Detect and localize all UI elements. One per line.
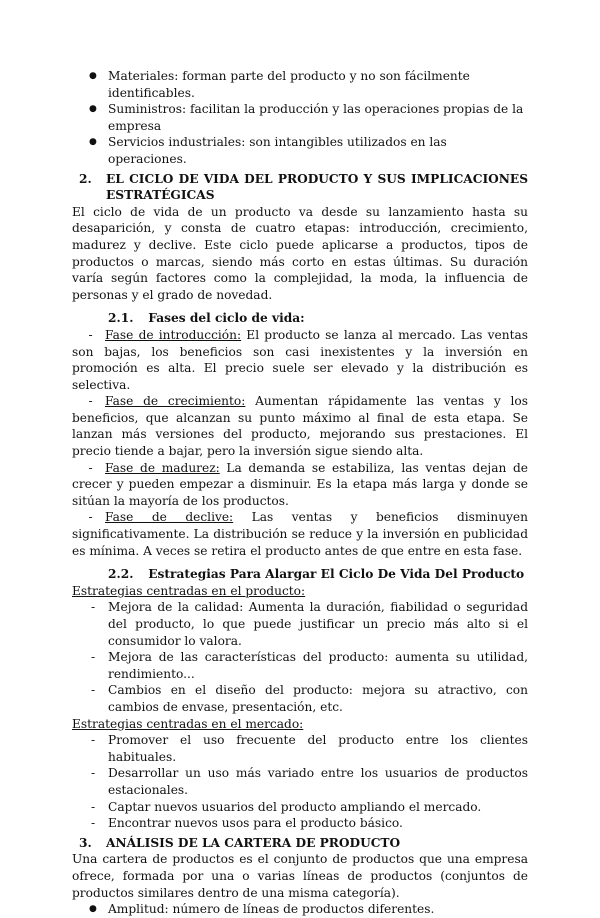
phase-label: Fase de crecimiento: [105,394,246,409]
market-strategies-heading: Estrategias centradas en el mercado: [72,716,304,731]
phase-label: Fase de declive: [105,510,234,525]
list-item: - Encontrar nuevos usos para el producto básico. [72,815,528,832]
phase-text: Aumentan rápidamente las ventas y los beneficios, que alcanzan su punto máximo al final de esta etapa. Se lanzan más versiones del producto, mejorando sus prestaciones. El precio tiende a bajar, pero la inversión sigue siendo alta. [72,394,528,459]
top-bullet-list [72,68,528,168]
list-item: ● Suministros: facilitan la producción y las operaciones propias de la empresa [72,101,528,134]
list-item: - Captar nuevos usuarios del producto ampliando el mercado. [72,799,528,816]
section-number: 3. [79,835,92,850]
phase-text: La demanda se estabiliza, las ventas dejan de crecer y pueden empezar a disminuir. Es la etapa más larga y donde se sitúan la mayoría de los productos. [72,460,529,508]
section-title: EL CICLO DE VIDA DEL PRODUCTO Y SUS IMPLICACIONES ESTRATÉGICAS [106,171,528,203]
phase-text: El producto se lanza al mercado. Las ventas son bajas, los beneficios son casi inexistentes y la inversión en promoción es alta. El precio suele ser elevado y la distribución es selectiva. [72,327,528,392]
section-2-intro: El ciclo de vida de un producto va desde su lanzamiento hasta su desaparición, y consta de cuatro etapas: introducción, crecimiento, madurez y declive. Este ciclo puede aplicarse a productos, tipos de productos o marcas, siendo más corto en estas últimas. Su duración varía según factores como la complejidad, la moda, la influencia de personas y el grado de novedad. [72,204,528,302]
market-strategies-list [72,732,528,832]
subsection-2-2-heading [72,566,528,583]
subsection-title: Estrategias Para Alargar El Ciclo De Vida Del Producto [148,567,525,582]
section-3-heading [72,835,528,852]
phase-declive: - Fase de declive: Las ventas y beneficios disminuyen significativamente. La distribución se reduce y la inversión en publicidad es mínima. A veces se retira el producto antes de que entre en esta fase. [72,510,528,558]
product-strategies-heading: Estrategias centradas en el producto: [72,583,306,598]
document-page [72,68,528,918]
phase-label: Fase de madurez: [105,460,220,475]
subsection-title: Fases del ciclo de vida: [148,311,305,326]
section-3-intro: Una cartera de productos es el conjunto de productos que una empresa ofrece, formada por una o varias líneas de productos (conjuntos de productos similares dentro de una misma categoría). [72,852,528,900]
product-strategies-list [72,599,528,715]
phase-text: Las ventas y beneficios disminuyen significativamente. La distribución se reduce y la inversión en publicidad es mínima. A veces se retira el producto antes de que entre en esta fase. [72,510,528,558]
list-item: ● Amplitud: número de líneas de productos diferentes. [72,901,528,918]
phase-introduccion: - Fase de introducción: El producto se lanza al mercado. Las ventas son bajas, los beneficios son casi inexistentes y la inversión en promoción es alta. El precio suele ser elevado y la distribución es selectiva. [72,327,528,392]
section-title: ANÁLISIS DE LA CARTERA DE PRODUCTO [106,835,401,850]
list-item: - Mejora de las características del producto: aumenta su utilidad, rendimiento... [72,649,528,682]
list-item: ● Materiales: forman parte del producto y no son fácilmente identificables. [72,68,528,101]
list-item: - Promover el uso frecuente del producto entre los clientes habituales. [72,732,528,765]
phase-madurez: - Fase de madurez: La demanda se estabiliza, las ventas dejan de crecer y pueden empezar a disminuir. Es la etapa más larga y donde se sitúan la mayoría de los productos. [72,460,529,508]
list-item: ● Servicios industriales: son intangibles utilizados en las operaciones. [72,134,528,167]
list-item: - Desarrollar un uso más variado entre los usuarios de productos estacionales. [72,765,528,798]
subsection-number: 2.1. [108,311,134,326]
list-item: - Cambios en el diseño del producto: mejora su atractivo, con cambios de envase, presentación, etc. [72,682,528,715]
subsection-number: 2.2. [108,567,134,582]
list-item: - Mejora de la calidad: Aumenta la duración, fiabilidad o seguridad del producto, lo que puede justificar un precio más alto si el consumidor lo valora. [72,599,528,649]
phase-label: Fase de introducción: [105,327,242,342]
section-3-bullet-list [72,901,528,918]
section-2-heading [72,171,528,204]
phase-crecimiento: - Fase de crecimiento: Aumentan rápidamente las ventas y los beneficios, que alcanzan su punto máximo al final de esta etapa. Se lanzan más versiones del producto, mejorando sus prestaciones. El precio tiende a bajar, pero la inversión sigue siendo alta. [72,394,528,459]
section-number: 2. [79,171,92,186]
subsection-2-1-heading [72,310,528,327]
